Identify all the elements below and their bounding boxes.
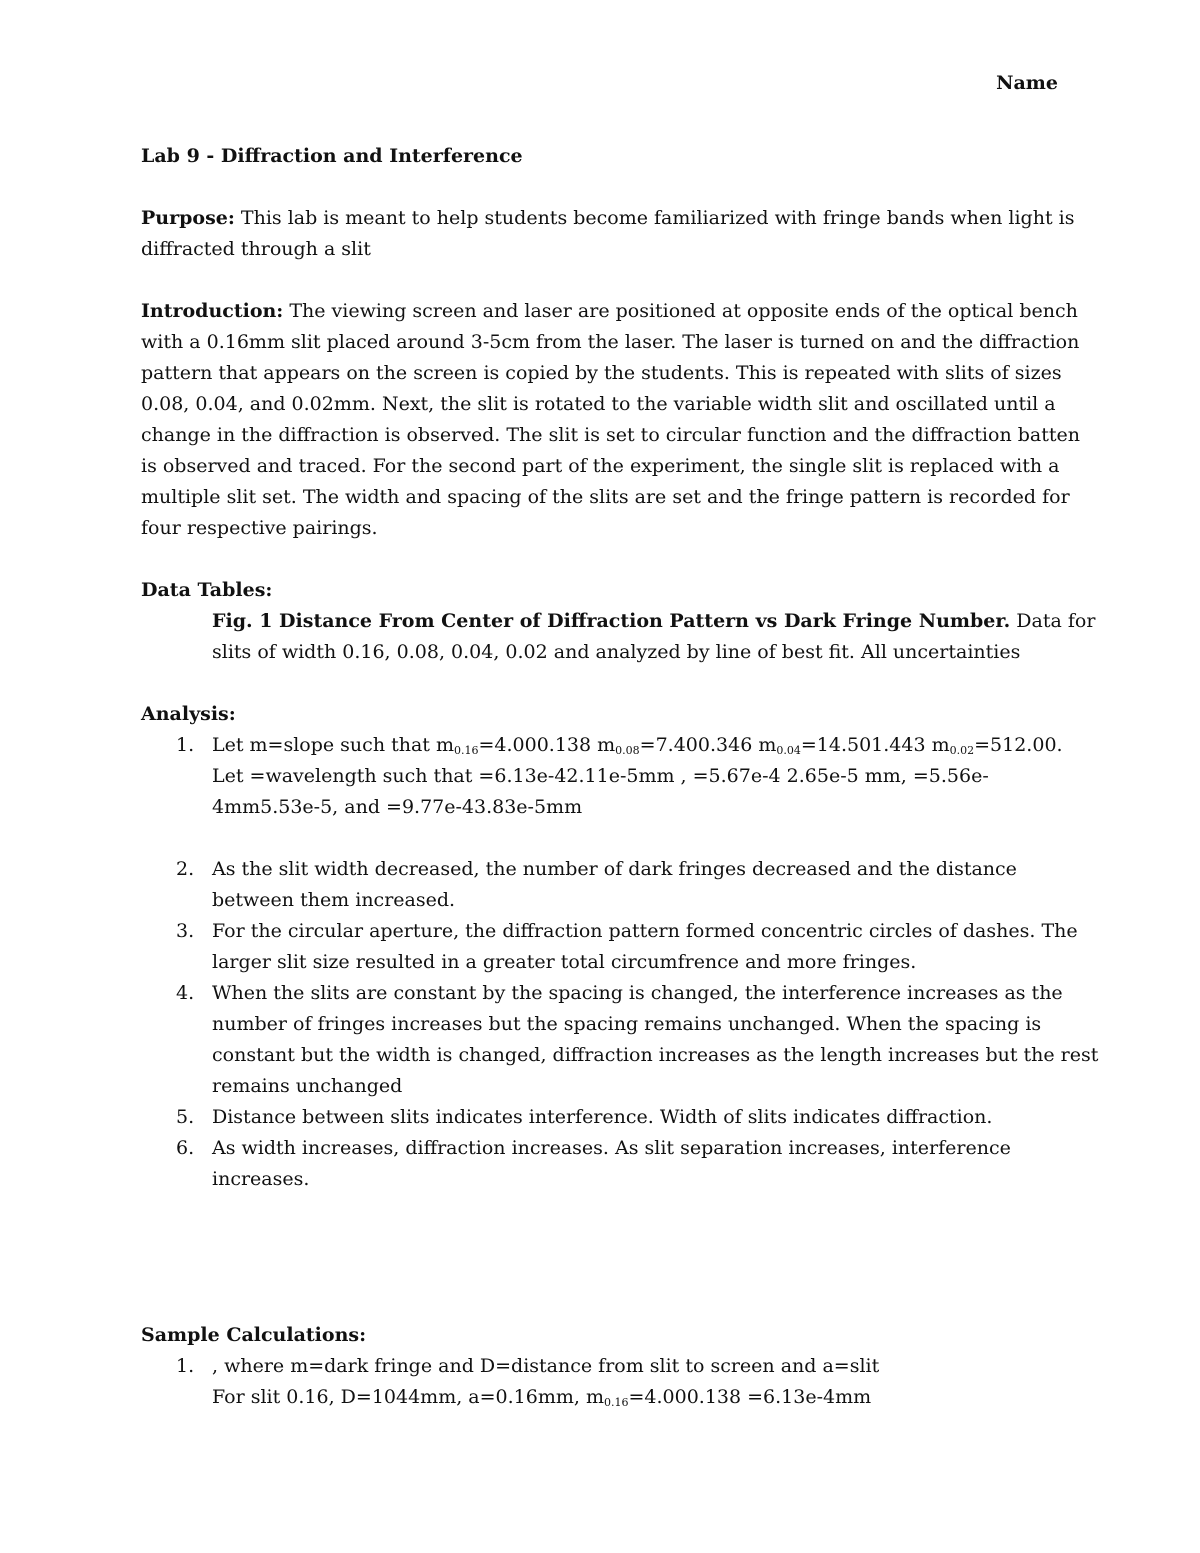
- analysis-item-2-line-2: between them increased.: [212, 889, 456, 911]
- subscript-016: 0.16: [453, 744, 479, 757]
- intro-line-8: four respective pairings.: [141, 517, 378, 539]
- name-header: Name: [996, 72, 1058, 94]
- analysis-item-3-number: 3.: [176, 920, 195, 942]
- analysis-item-4-line-3: constant but the width is changed, diffraction increases as the length increases but the rest: [212, 1044, 1099, 1066]
- subscript-004: 0.04: [776, 744, 801, 757]
- purpose-line-2: diffracted through a slit: [141, 238, 371, 260]
- sample-calc-item-1-number: 1.: [176, 1355, 195, 1377]
- intro-line-4: 0.08, 0.04, and 0.02mm. Next, the slit is rotated to the variable width slit and oscillated until a: [141, 393, 1056, 415]
- analysis-item-3-line-1: For the circular aperture, the diffraction pattern formed concentric circles of dashes. The: [212, 920, 1078, 942]
- document-title: Lab 9 - Diffraction and Interference: [141, 145, 523, 167]
- analysis-item-3-line-2: larger slit size resulted in a greater total circumfrence and more fringes.: [212, 951, 917, 973]
- analysis-item-4-line-1: When the slits are constant by the spacing is changed, the interference increases as the: [212, 982, 1063, 1004]
- intro-label: Introduction:: [141, 300, 284, 322]
- analysis-item-2-line-1: As the slit width decreased, the number of dark fringes decreased and the distance: [212, 858, 1017, 880]
- fig-label: Fig. 1 Distance From Center of Diffraction Pattern vs Dark Fringe Number.: [212, 610, 1011, 632]
- analysis-heading: Analysis:: [141, 703, 236, 725]
- analysis-item-6-line-2: increases.: [212, 1168, 310, 1190]
- purpose-text-1: This lab is meant to help students become familiarized with fringe bands when light is: [234, 207, 1075, 229]
- analysis-item-6-line-1: As width increases, diffraction increases. As slit separation increases, interference: [212, 1137, 1011, 1159]
- intro-text-1: The viewing screen and laser are positioned at opposite ends of the optical bench: [283, 300, 1078, 322]
- fig-caption-line-1: [212, 606, 1095, 637]
- analysis-item-2-number: 2.: [176, 858, 195, 880]
- intro-line-6: is observed and traced. For the second part of the experiment, the single slit is replaced with a: [141, 455, 1060, 477]
- sample-calc-text-b: =4.000.138 =6.13e-4mm: [628, 1386, 872, 1408]
- sample-calc-text-a: For slit 0.16, D=1044mm, a=0.16mm, m: [212, 1386, 604, 1408]
- intro-line-3: pattern that appears on the screen is copied by the students. This is repeated with slits of sizes: [141, 362, 1062, 384]
- intro-line-7: multiple slit set. The width and spacing of the slits are set and the fringe pattern is recorded for: [141, 486, 1070, 508]
- analysis-item-1-line-3: 4mm5.53e-5, and =9.77e-43.83e-5mm: [212, 796, 583, 818]
- analysis-item-6-number: 6.: [176, 1137, 195, 1159]
- analysis-item-1-text-b: =4.000.138 m: [478, 734, 616, 756]
- analysis-item-5-number: 5.: [176, 1106, 195, 1128]
- intro-line-1: [141, 296, 1078, 327]
- data-tables-heading: Data Tables:: [141, 579, 273, 601]
- analysis-item-1-number: 1.: [176, 734, 195, 756]
- analysis-item-4-line-4: remains unchanged: [212, 1075, 403, 1097]
- purpose-label: Purpose:: [141, 207, 235, 229]
- analysis-item-1-line-2: Let =wavelength such that =6.13e-42.11e-5mm , =5.67e-4 2.65e-5 mm, =5.56e-: [212, 765, 989, 787]
- analysis-item-1-text-c: =7.400.346 m: [639, 734, 777, 756]
- fig-caption-line-2: slits of width 0.16, 0.08, 0.04, 0.02 and analyzed by line of best fit. All uncertainties: [212, 641, 1021, 663]
- analysis-item-1-text-a: Let m=slope such that m: [212, 734, 454, 756]
- analysis-item-1-text-d: =14.501.443 m: [800, 734, 950, 756]
- sample-calc-item-1-line-1: , where m=dark fringe and D=distance from slit to screen and a=slit: [212, 1355, 880, 1377]
- intro-line-5: change in the diffraction is observed. The slit is set to circular function and the diffraction batten: [141, 424, 1080, 446]
- intro-line-2: with a 0.16mm slit placed around 3-5cm from the laser. The laser is turned on and the diffraction: [141, 331, 1080, 353]
- analysis-item-4-line-2: number of fringes increases but the spacing remains unchanged. When the spacing is: [212, 1013, 1042, 1035]
- subscript-016: 0.16: [603, 1396, 629, 1409]
- analysis-item-1-line-1: [212, 730, 1063, 761]
- analysis-item-4-number: 4.: [176, 982, 195, 1004]
- analysis-item-1-text-e: =512.00.: [974, 734, 1063, 756]
- purpose-line-1: [141, 203, 1074, 234]
- sample-calc-item-1-line-2: [212, 1382, 871, 1413]
- subscript-002: 0.02: [949, 744, 975, 757]
- fig-text-1: Data for: [1010, 610, 1096, 632]
- analysis-item-5-line-1: Distance between slits indicates interference. Width of slits indicates diffraction.: [212, 1106, 993, 1128]
- subscript-008: 0.08: [615, 744, 640, 757]
- sample-calculations-heading: Sample Calculations:: [141, 1324, 367, 1346]
